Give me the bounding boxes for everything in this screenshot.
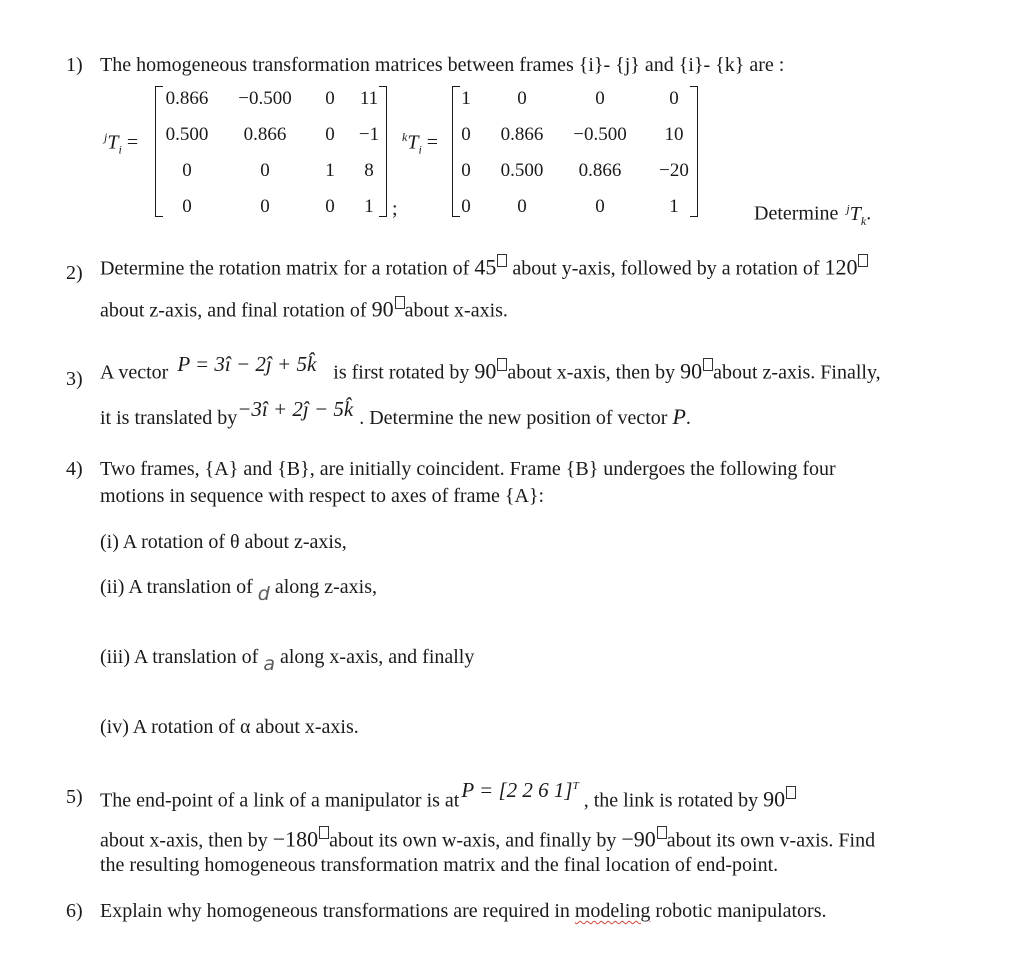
matrix-cell: −0.500	[573, 124, 627, 145]
q4-item-iii: (iii) A translation of a along x-axis, and finally	[100, 646, 475, 675]
degree-glyph	[497, 254, 507, 267]
q1-number: 1)	[66, 54, 83, 76]
matrix-cell: 1	[364, 196, 374, 217]
matrix-cell: 0	[595, 88, 605, 109]
q5-line3: the resulting homogeneous transformation matrix and the final location of end-point.	[100, 854, 779, 876]
matrix-cell: 0	[325, 88, 335, 109]
matrix-cell: 0	[325, 124, 335, 145]
degree-glyph	[858, 254, 868, 267]
matrix-cell: 0.866	[243, 124, 287, 145]
matrix2-label: $^kT_i$ =	[402, 130, 439, 157]
q4-number: 4)	[66, 458, 83, 480]
q6-number: 6)	[66, 900, 83, 922]
degree-glyph	[703, 358, 713, 371]
q3-number: 3)	[66, 368, 83, 390]
matrix1	[155, 86, 387, 218]
matrix-cell: 0	[182, 196, 192, 217]
q4-item-i: (i) A rotation of θ about z-axis,	[100, 531, 347, 553]
q1-text: The homogeneous transformation matrices between frames {i}- {j} and {i}- {k} are :	[100, 54, 785, 76]
q5-number: 5)	[66, 786, 83, 808]
matrix-cell: 0	[182, 160, 192, 181]
matrix-cell: 0	[669, 88, 679, 109]
matrix-cell: 0.500	[500, 160, 544, 181]
matrix-cell: 0.866	[500, 124, 544, 145]
q6-line: Explain why homogeneous transformations are required in modeling robotic manipulators.	[100, 900, 827, 922]
matrix-cell: 0	[325, 196, 335, 217]
matrix-cell: 0	[260, 160, 270, 181]
matrix-cell: 0	[595, 196, 605, 217]
matrix-cell: 1	[461, 88, 471, 109]
spellcheck-word[interactable]: modeling	[574, 900, 651, 922]
matrix2	[452, 86, 698, 218]
q2-number: 2)	[66, 262, 83, 284]
matrix-cell: 0.500	[165, 124, 209, 145]
matrix1-label: $^jT_i$ =	[104, 130, 139, 157]
degree-glyph	[786, 786, 796, 799]
q5-line1: The end-point of a link of a manipulator is atP = [2 2 6 1]$^T$ , the link is rotated by 90	[100, 786, 796, 813]
matrix-cell: 0	[461, 124, 471, 145]
matrix-cell: 11	[359, 88, 379, 109]
matrix-cell: −1	[358, 124, 380, 145]
q4-line2: motions in sequence with respect to axes of frame {A}:	[100, 485, 545, 507]
matrix1-semicolon: ;	[392, 198, 398, 220]
matrix-cell: 0.866	[165, 88, 209, 109]
matrix-cell: 1	[669, 196, 679, 217]
matrix-cell: 0	[461, 160, 471, 181]
matrix-cell: 0	[260, 196, 270, 217]
matrix-cell: −0.500	[238, 88, 292, 109]
matrix-cell: 0.866	[578, 160, 622, 181]
degree-glyph	[497, 358, 507, 371]
q4-item-iv: (iv) A rotation of α about x-axis.	[100, 716, 359, 738]
degree-glyph	[395, 296, 405, 309]
q4-line1: Two frames, {A} and {B}, are initially coincident. Frame {B} undergoes the following four	[100, 458, 836, 480]
q2-line1: Determine the rotation matrix for a rotation of 45 about y-axis, followed by a rotation of 120	[100, 254, 868, 281]
matrix-cell: 8	[364, 160, 374, 181]
q5-line2: about x-axis, then by −180 about its own w-axis, and finally by −90 about its own v-axis. Find	[100, 826, 876, 852]
matrix-cell: 0	[461, 196, 471, 217]
matrix-cell: 0	[517, 196, 527, 217]
q4-item-ii: (ii) A translation of d along z-axis,	[100, 576, 378, 605]
determine-text: Determine $^jT_k$.	[754, 201, 872, 228]
matrix-cell: 0	[517, 88, 527, 109]
matrix-cell: 1	[325, 160, 335, 181]
q2-line2: about z-axis, and final rotation of 90 about x-axis.	[100, 296, 508, 322]
degree-glyph	[319, 826, 329, 839]
degree-glyph	[657, 826, 667, 839]
q3-line1: A vector P = 3î − 2ĵ + 5k̂ is first rotated by 90 about x-axis, then by 90 about z-axis. Finally,	[100, 351, 881, 384]
q3-line2: it is translated by−3î + 2ĵ − 5k̂ . Determine the new position of vector P.	[100, 397, 691, 429]
matrix-cell: 10	[664, 124, 684, 145]
matrix-cell: −20	[659, 160, 689, 181]
